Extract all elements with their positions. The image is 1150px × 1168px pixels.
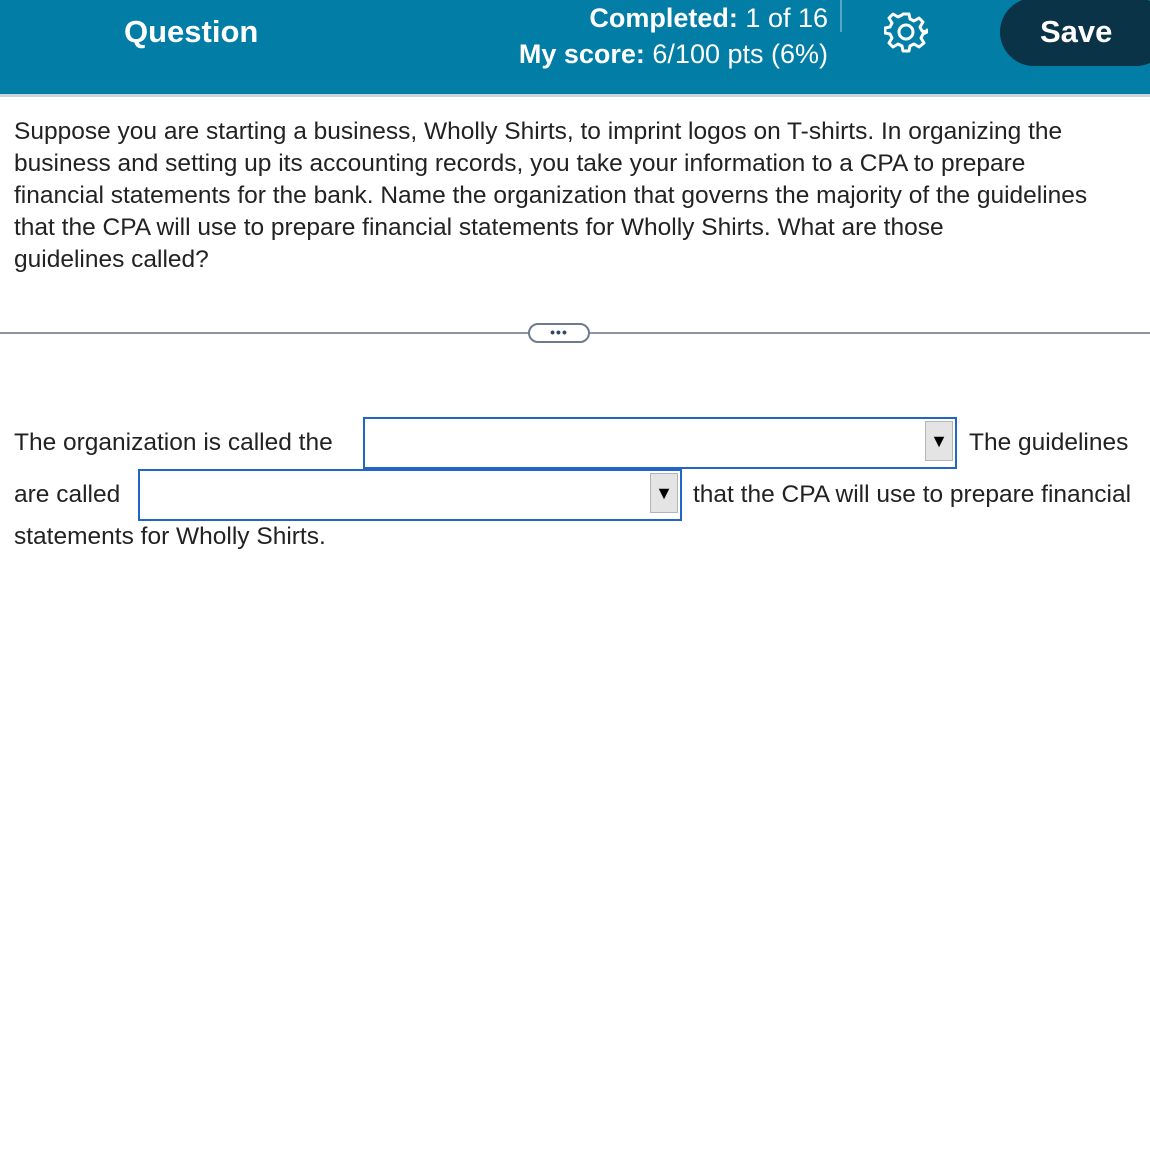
organization-dropdown[interactable]	[363, 417, 957, 469]
answer-text-part4: that the CPA will use to prepare financial	[693, 481, 1132, 508]
completed-status	[519, 0, 828, 36]
completed-value: 1 of 16	[745, 3, 828, 33]
score-value: 6/100 pts (6%)	[652, 39, 828, 69]
score-status	[519, 36, 828, 72]
question-line: financial statements for the bank. Name the organization that governs the majority of the guidelines	[14, 182, 1088, 209]
page-title: Question	[124, 14, 259, 49]
answer-text-part1: The organization is called the	[14, 429, 333, 456]
question-text	[14, 116, 1150, 276]
dropdown-arrow-icon[interactable]: ▼	[925, 421, 953, 461]
question-line: that the CPA will use to prepare financial statements for Wholly Shirts. What are those	[14, 214, 944, 241]
header-bar	[0, 0, 1150, 97]
question-line: business and setting up its accounting records, you take your information to a CPA to prepare	[14, 150, 1026, 177]
score-label: My score:	[518, 39, 645, 69]
dropdown-arrow-icon[interactable]: ▼	[650, 473, 678, 513]
question-line: guidelines called?	[14, 246, 209, 273]
question-line: Suppose you are starting a business, Wholly Shirts, to imprint logos on T-shirts. In organizing the	[14, 118, 1063, 145]
completed-label: Completed:	[589, 3, 738, 33]
progress-summary	[519, 0, 828, 72]
expand-button[interactable]: •••	[528, 323, 590, 343]
save-button[interactable]: Save	[1000, 0, 1150, 66]
answer-text-part3: are called	[14, 481, 121, 508]
answer-text-part2: The guidelines	[969, 429, 1129, 456]
gear-icon[interactable]	[884, 10, 928, 54]
guidelines-dropdown[interactable]	[138, 469, 682, 521]
answer-text-part5: statements for Wholly Shirts.	[14, 523, 326, 550]
header-divider	[840, 0, 842, 32]
